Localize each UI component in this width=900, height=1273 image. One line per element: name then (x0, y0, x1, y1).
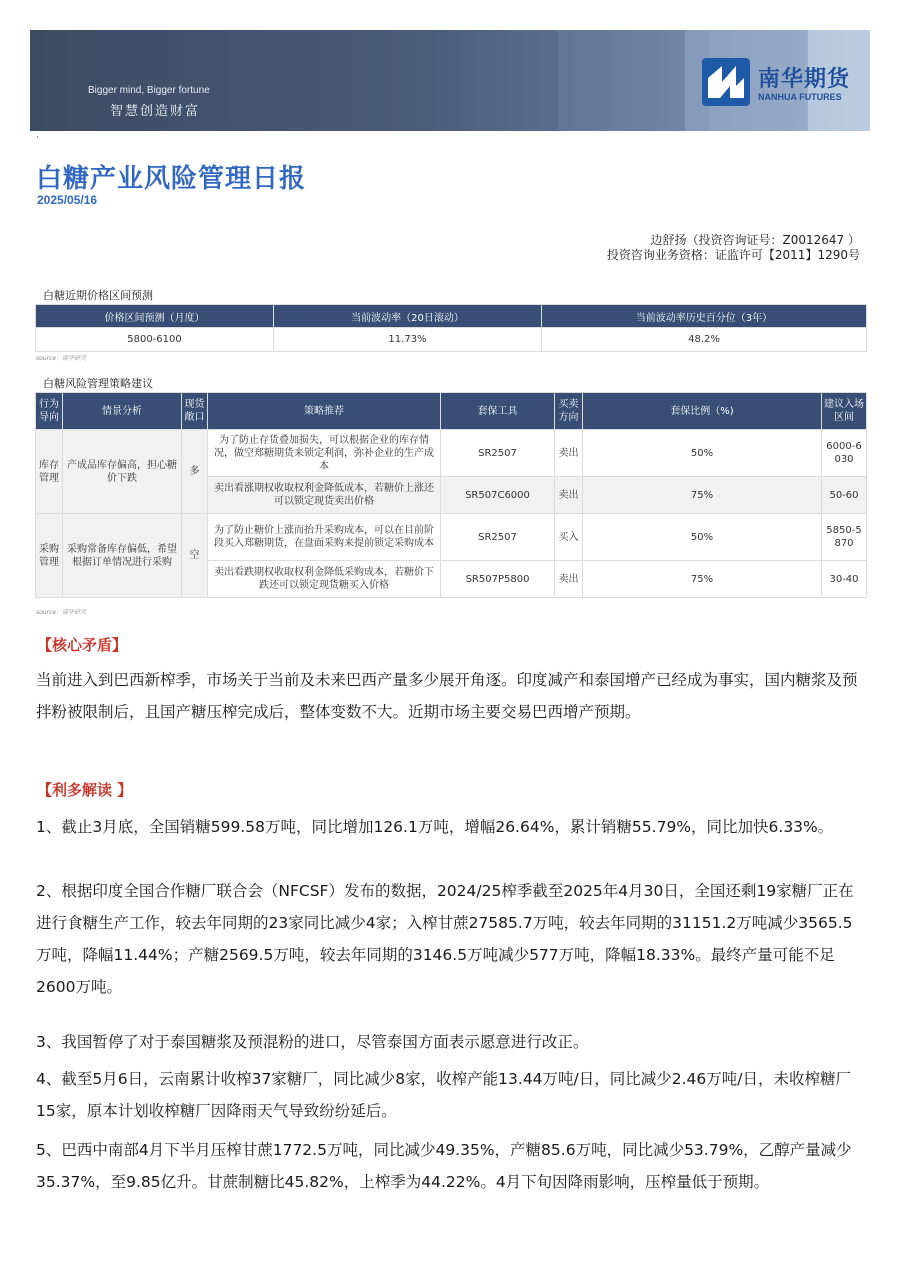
direction-cell: 卖出 (555, 430, 583, 477)
behavior-cell: 库存管理 (36, 430, 63, 514)
bullish-point-1: 1、截止3月底，全国销糖599.58万吨，同比增加126.1万吨，增幅26.64%，累计销糖55.79%，同比加快6.33%。 (36, 818, 834, 836)
analyst-name: 边舒扬（投资咨询证号：Z0012647 ） (650, 233, 860, 247)
ratio-cell: 50% (583, 430, 822, 477)
range-cell: 5850-5870 (822, 514, 867, 561)
behavior-cell: 采购管理 (36, 514, 63, 598)
ratio-cell: 75% (583, 561, 822, 598)
strategy-cell: 为了防止糖价上涨而抬升采购成本，可以在目前阶段买入郑糖期货，在盘面采购来提前锁定采购成本 (208, 514, 441, 561)
column-header: 套保工具 (441, 393, 555, 430)
tool-cell: SR2507 (441, 430, 555, 477)
bullish-point-3: 3、我国暂停了对于泰国糖浆及预混粉的进口，尽管泰国方面表示愿意进行改正。 (36, 1033, 589, 1051)
source-note: source：南华研究 (36, 609, 87, 616)
direction-cell: 卖出 (555, 561, 583, 598)
direction-cell: 买入 (555, 514, 583, 561)
table-row (36, 514, 867, 561)
logo-text-en: NANHUA FUTURES (758, 92, 842, 102)
analyst-info (607, 233, 860, 263)
price-forecast-table (35, 304, 867, 352)
column-header: 当前波动率历史百分位（3年） (542, 305, 867, 328)
bullish-point-2: 2、根据印度全国合作糖厂联合会（NFCSF）发布的数据，2024/25榨季截至2025年4月30日，全国还剩19家糖厂正在进行食糖生产工作，较去年同期的23家同比减少4家；入榨甘蔗27585.7万吨，较去年同期的31151.2万吨减少3565.5万吨，降幅11.44%；产糖2569.5万吨，较去年同期的3146.5万吨减少577万吨，降幅18.33%。最终产量可能不足2600万吨。 (36, 882, 854, 996)
analyst-license: 投资咨询业务资格：证监许可【2011】1290号 (606, 248, 860, 262)
tool-cell: SR507C6000 (441, 477, 555, 514)
column-header: 买卖方向 (555, 393, 583, 430)
nanhua-logo-icon (702, 58, 750, 106)
ratio-cell: 50% (583, 514, 822, 561)
exposure-cell: 多 (182, 430, 208, 514)
range-cell: 30-40 (822, 561, 867, 598)
column-header: 建议入场区间 (822, 393, 867, 430)
price-table-label: 白糖近期价格区间预测 (43, 289, 153, 302)
slogan-cn: 智慧创造财富 (110, 104, 201, 119)
slogan-en: Bigger mind, Bigger fortune (88, 85, 210, 96)
header-banner (30, 30, 870, 131)
scenario-cell: 采购常备库存偏低，希望根据订单情况进行采购 (63, 514, 182, 598)
strategy-cell: 卖出看涨期权收取权利金降低成本，若糖价上涨还可以锁定现货卖出价格 (208, 477, 441, 514)
tool-cell: SR507P5800 (441, 561, 555, 598)
column-header: 行为导向 (36, 393, 63, 430)
strategy-table (35, 392, 867, 598)
source-note: source：南华研究 (36, 355, 87, 362)
strategy-cell: 为了防止存货叠加损失，可以根据企业的库存情况，做空郑糖期货来锁定利润，弥补企业的生产成本 (208, 430, 441, 477)
core-contradiction-heading: 【核心矛盾】 (37, 636, 128, 654)
column-header: 策略推荐 (208, 393, 441, 430)
logo-text: 南华期货 (758, 67, 851, 92)
column-header: 套保比例（%) (583, 393, 822, 430)
bullish-point-4: 4、截至5月6日，云南累计收榨37家糖厂，同比减少8家，收榨产能13.44万吨/日，同比减少2.46万吨/日，未收榨糖厂15家，原本计划收榨糖厂因降雨天气导致纷纷延后。 (36, 1070, 852, 1120)
strategy-table-label: 白糖风险管理策略建议 (43, 377, 153, 390)
bullet-dot: · (36, 133, 39, 143)
exposure-cell: 空 (182, 514, 208, 598)
table-row (36, 430, 867, 477)
ratio-cell: 75% (583, 477, 822, 514)
column-header: 现货敞口 (182, 393, 208, 430)
range-cell: 50-60 (822, 477, 867, 514)
table-cell: 48.2% (542, 328, 867, 352)
report-date: 2025/05/16 (37, 193, 98, 207)
column-header: 价格区间预测（月度） (36, 305, 274, 328)
direction-cell: 卖出 (555, 477, 583, 514)
bullish-heading: 【利多解读 】 (37, 781, 133, 799)
strategy-cell: 卖出看跌期权收取权利金降低采购成本，若糖价下跌还可以锁定现货糖买入价格 (208, 561, 441, 598)
column-header: 情景分析 (63, 393, 182, 430)
column-header: 当前波动率（20日滚动） (274, 305, 542, 328)
scenario-cell: 产成品库存偏高，担心糖价下跌 (63, 430, 182, 514)
table-cell: 5800-6100 (36, 328, 274, 352)
bullish-point-5: 5、巴西中南部4月下半月压榨甘蔗1772.5万吨，同比减少49.35%，产糖85.6万吨，同比减少53.79%，乙醇产量减少35.37%，至9.85亿升。甘蔗制糖比45.82%，上榨季为44.22%。4月下旬因降雨影响，压榨量低于预期。 (36, 1141, 852, 1191)
table-header-row (36, 305, 867, 328)
table-row (36, 328, 867, 352)
table-header-row (36, 393, 867, 430)
core-contradiction-text: 当前进入到巴西新榨季，市场关于当前及未来巴西产量多少展开角逐。印度减产和泰国增产已经成为事实，国内糖浆及预拌粉被限制后，且国产糖压榨完成后，整体变数不大。近期市场主要交易巴西增产预期。 (36, 671, 858, 721)
table-cell: 11.73% (274, 328, 542, 352)
tool-cell: SR2507 (441, 514, 555, 561)
report-title: 白糖产业风险管理日报 (36, 164, 307, 194)
range-cell: 6000-6030 (822, 430, 867, 477)
